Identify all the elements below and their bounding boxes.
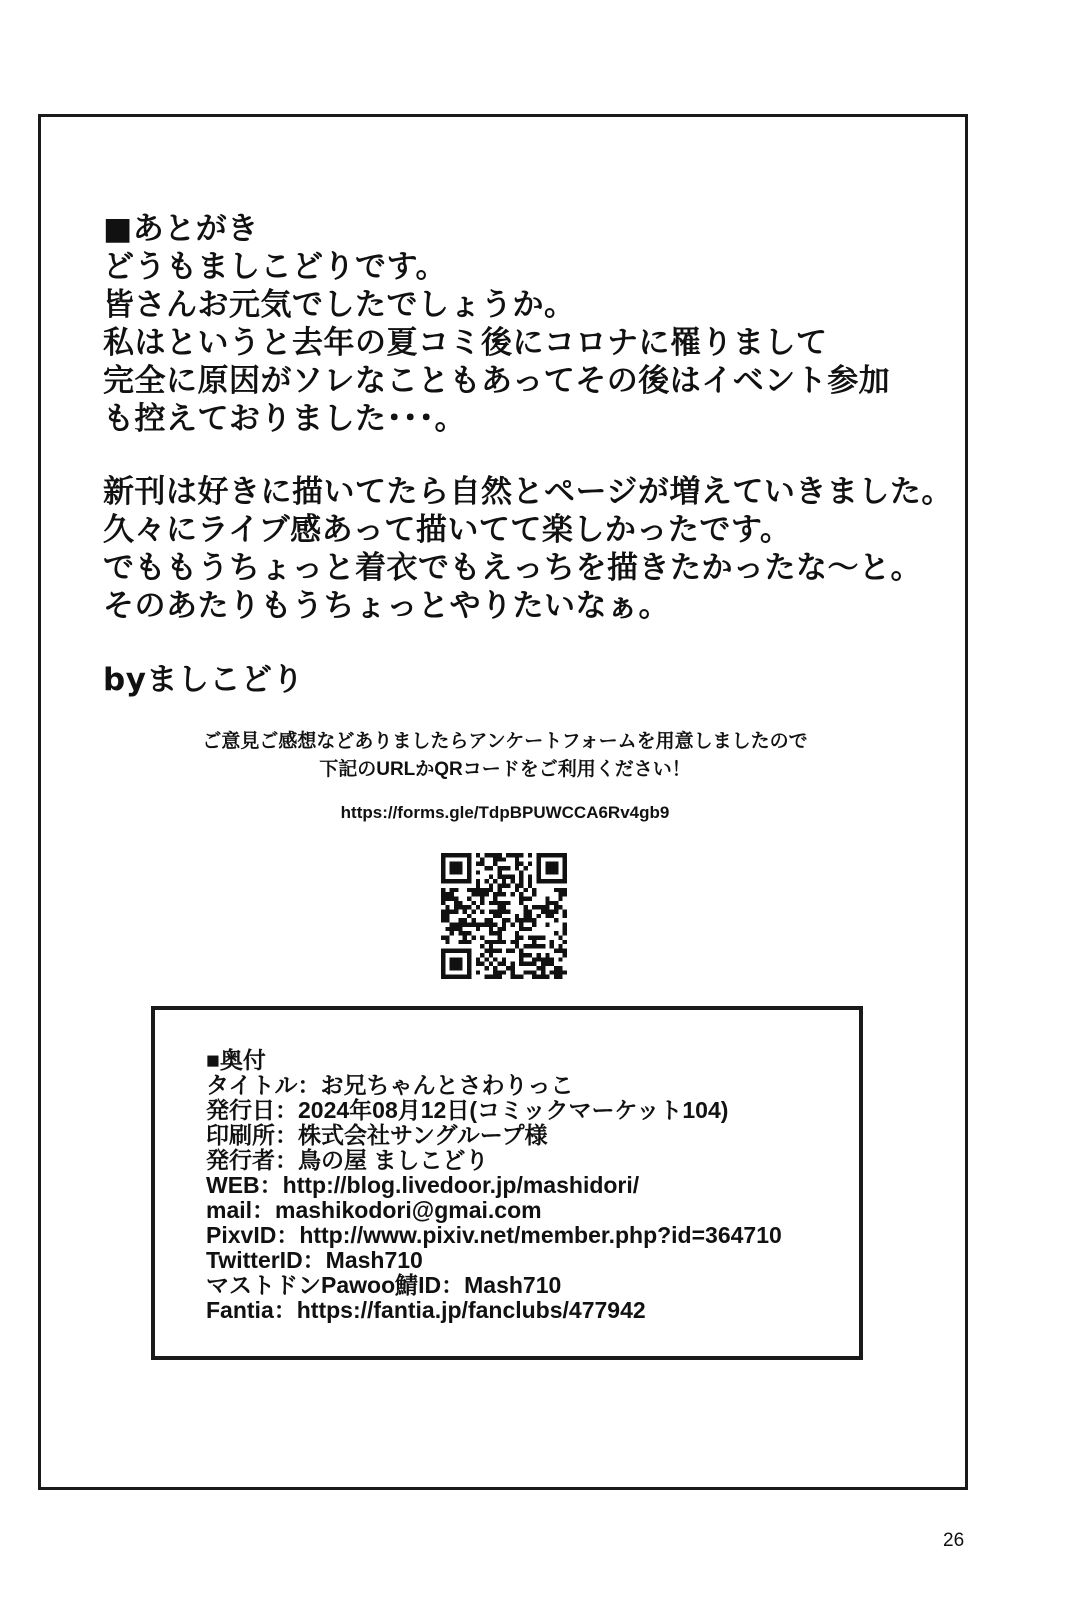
survey-line: ご意見ご感想などありましたらアンケートフォームを用意しましたので [202, 731, 808, 752]
afterword-line: そのあたりもうちょっとやりたいなぁ。 [103, 588, 670, 624]
colophon-printer: 印刷所：株式会社サングループ様 [206, 1122, 548, 1148]
colophon-date: 発行日：2024年08月12日(コミックマーケット104) [206, 1097, 729, 1123]
colophon-publisher: 発行者：鳥の屋 ましこどり [206, 1147, 489, 1173]
afterword-heading: ■あとがき [103, 211, 259, 247]
afterword-line: でももうちょっと着衣でもえっちを描きたかったな～と。 [103, 550, 922, 586]
colophon-fantia: Fantia：https://fantia.jp/fanclubs/477942 [206, 1297, 646, 1323]
afterword [103, 210, 953, 699]
survey-line: 下記のURLかQRコードをご利用ください！ [319, 759, 691, 780]
colophon-title: タイトル：お兄ちゃんとさわりっこ [206, 1072, 574, 1098]
afterword-line: 新刊は好きに描いてたら自然とページが増えていきました。 [103, 474, 953, 510]
paragraph-gap [103, 438, 943, 473]
colophon-mastodon: マストドンPawoo鯖ID：Mash710 [206, 1272, 562, 1298]
survey-url[interactable]: https://forms.gle/TdpBPUWCCA6Rv4gb9 [340, 803, 670, 822]
page-number: 26 [943, 1530, 965, 1551]
afterword-line: 私はというと去年の夏コミ後にコロナに罹りまして [103, 325, 828, 361]
colophon-mail: mail：mashikodori@gmai.com [206, 1197, 542, 1223]
afterword-line: どうもましこどりです。 [103, 249, 448, 285]
afterword-line: も控えておりました･･･。 [103, 401, 466, 437]
afterword-signature: byましこどり [103, 662, 304, 698]
survey-message [0, 728, 1010, 784]
colophon-web: WEB：http://blog.livedoor.jp/mashidori/ [206, 1172, 640, 1198]
afterword-line: 皆さんお元気でしたでしょうか。 [103, 287, 576, 323]
colophon-pixiv: PixvID：http://www.pixiv.net/member.php?id=364710 [206, 1222, 782, 1248]
afterword-line: 完全に原因がソレなこともあってその後はイベント参加 [103, 363, 891, 399]
colophon-heading: ■奥付 [206, 1047, 266, 1073]
afterword-line: 久々にライブ感あって描いてて楽しかったです。 [103, 512, 792, 548]
qr-code-icon[interactable] [441, 853, 567, 979]
colophon [206, 1048, 846, 1323]
colophon-twitter: TwitterID：Mash710 [206, 1247, 423, 1273]
